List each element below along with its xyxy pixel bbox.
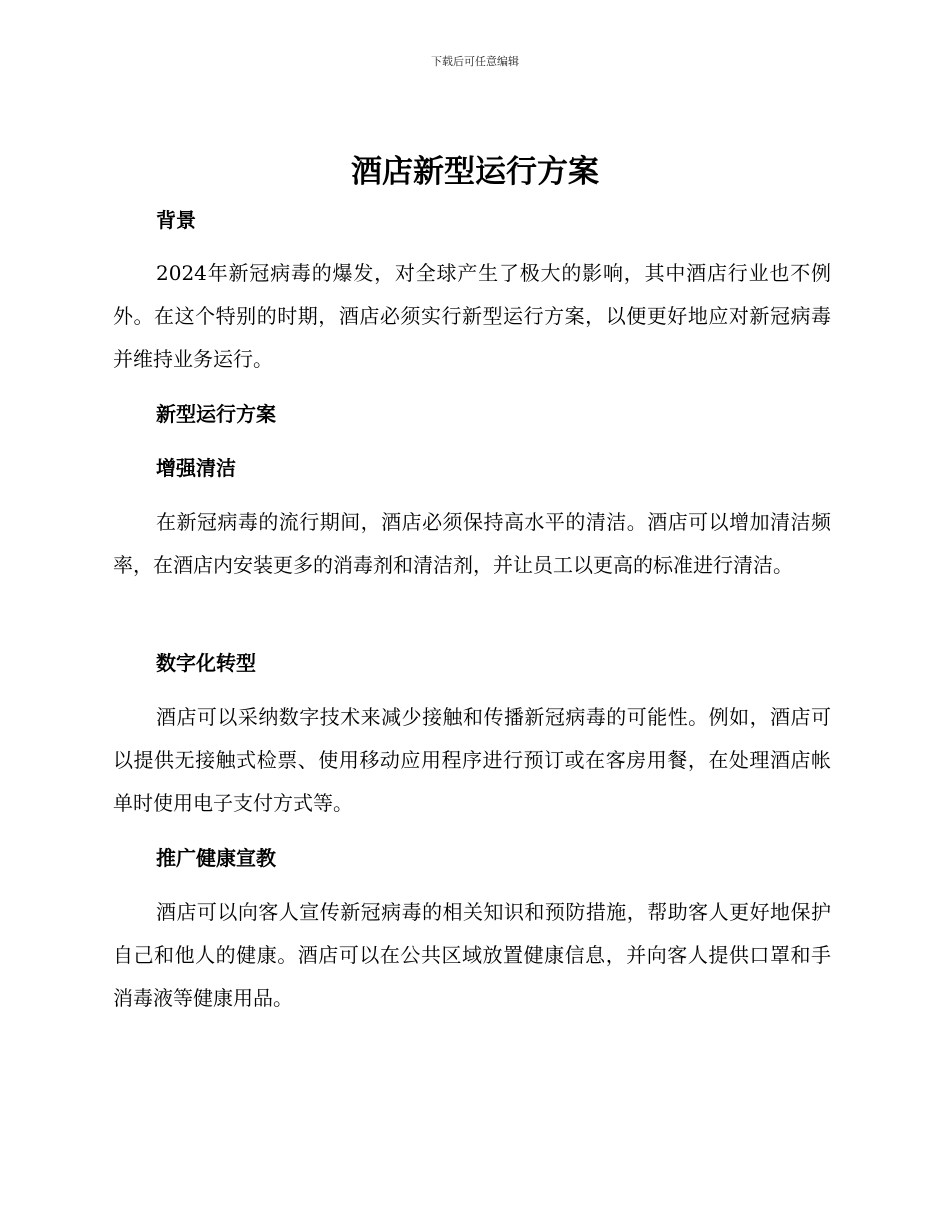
section-paragraph-cleaning: 在新冠病毒的流行期间，酒店必须保持高水平的清洁。酒店可以增加清洁频率，在酒店内安装更多的消毒剂和清洁剂，并让员工以更高的标准进行清洁。	[113, 510, 831, 577]
section-heading-background: 背景	[156, 208, 196, 232]
section-paragraph-background: 2024年新冠病毒的爆发，对全球产生了极大的影响，其中酒店行业也不例外。在这个特别的时期，酒店必须实行新型运行方案，以便更好地应对新冠病毒并维持业务运行。	[113, 261, 831, 371]
section-heading-health: 推广健康宣教	[156, 846, 276, 870]
document-title: 酒店新型运行方案	[351, 154, 599, 190]
section-heading-cleaning: 增强清洁	[156, 456, 236, 480]
section-heading-digital: 数字化转型	[156, 651, 256, 675]
section-paragraph-health: 酒店可以向客人宣传新冠病毒的相关知识和预防措施，帮助客人更好地保护自己和他人的健康。酒店可以在公共区域放置健康信息，并向客人提供口罩和手消毒液等健康用品。	[113, 900, 831, 1010]
section-paragraph-digital: 酒店可以采纳数字技术来减少接触和传播新冠病毒的可能性。例如，酒店可以提供无接触式检票、使用移动应用程序进行预订或在客房用餐，在处理酒店帐单时使用电子支付方式等。	[113, 705, 831, 815]
page-header-note: 下载后可任意编辑	[431, 55, 519, 68]
section-heading-new-plan: 新型运行方案	[156, 402, 276, 426]
